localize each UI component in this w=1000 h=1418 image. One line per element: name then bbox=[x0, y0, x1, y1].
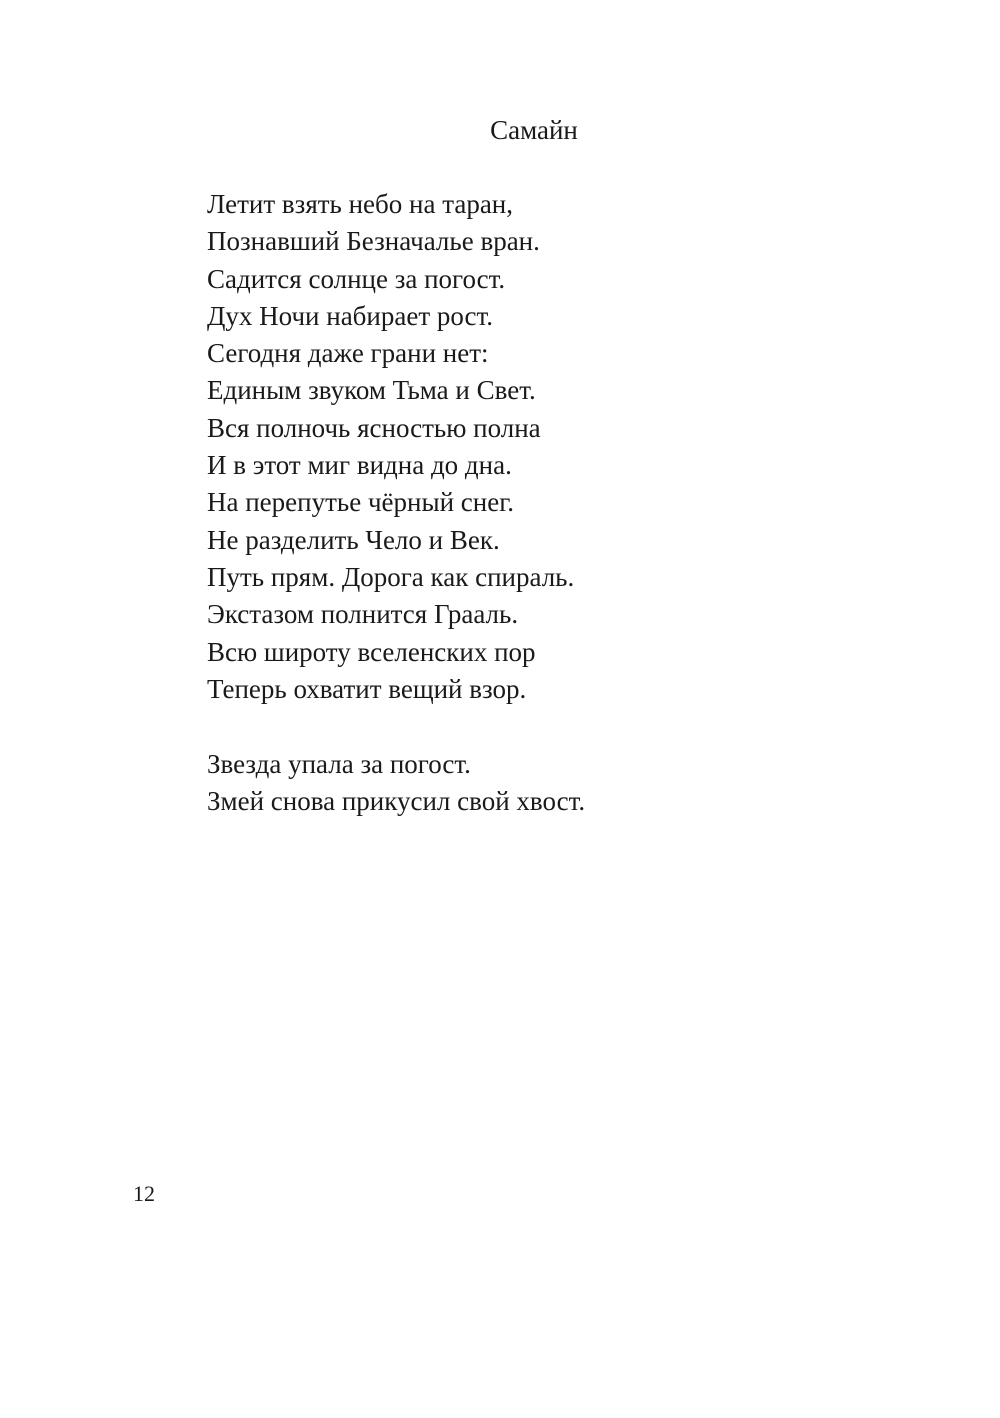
poem-title: Самайн bbox=[490, 115, 578, 145]
stanza-2 bbox=[207, 746, 585, 821]
verse-line: Сегодня даже грани нет: bbox=[207, 338, 489, 369]
verse-line: Звезда упала за погост. bbox=[207, 749, 471, 779]
stanza-1 bbox=[207, 186, 574, 708]
page-number: 12 bbox=[133, 1181, 155, 1206]
verse-line: Теперь охватит вещий взор. bbox=[207, 673, 527, 704]
verse-line: Экстазом полнится Грааль. bbox=[207, 599, 519, 630]
verse-line: Змей снова прикусил свой хвост. bbox=[207, 786, 586, 817]
verse-line: Садится солнце за погост. bbox=[207, 263, 506, 294]
verse-line: Вся полночь ясностью полна bbox=[207, 412, 541, 443]
verse-line: На перепутье чёрный снег. bbox=[207, 487, 514, 518]
verse-line: Путь прям. Дорога как спираль. bbox=[207, 561, 575, 592]
verse-line: Не разделить Чело и Век. bbox=[207, 524, 500, 555]
verse-line: Единым звуком Тьма и Свет. bbox=[207, 375, 536, 406]
verse-line: Дух Ночи набирает рост. bbox=[207, 300, 494, 331]
verse-line: И в этот миг видна до дна. bbox=[207, 450, 512, 481]
verse-line: Всю широту вселенских пор bbox=[207, 636, 536, 667]
verse-line: Познавший Безначалье вран. bbox=[207, 226, 540, 257]
verse-line: Летит взять небо на таран, bbox=[207, 189, 514, 219]
